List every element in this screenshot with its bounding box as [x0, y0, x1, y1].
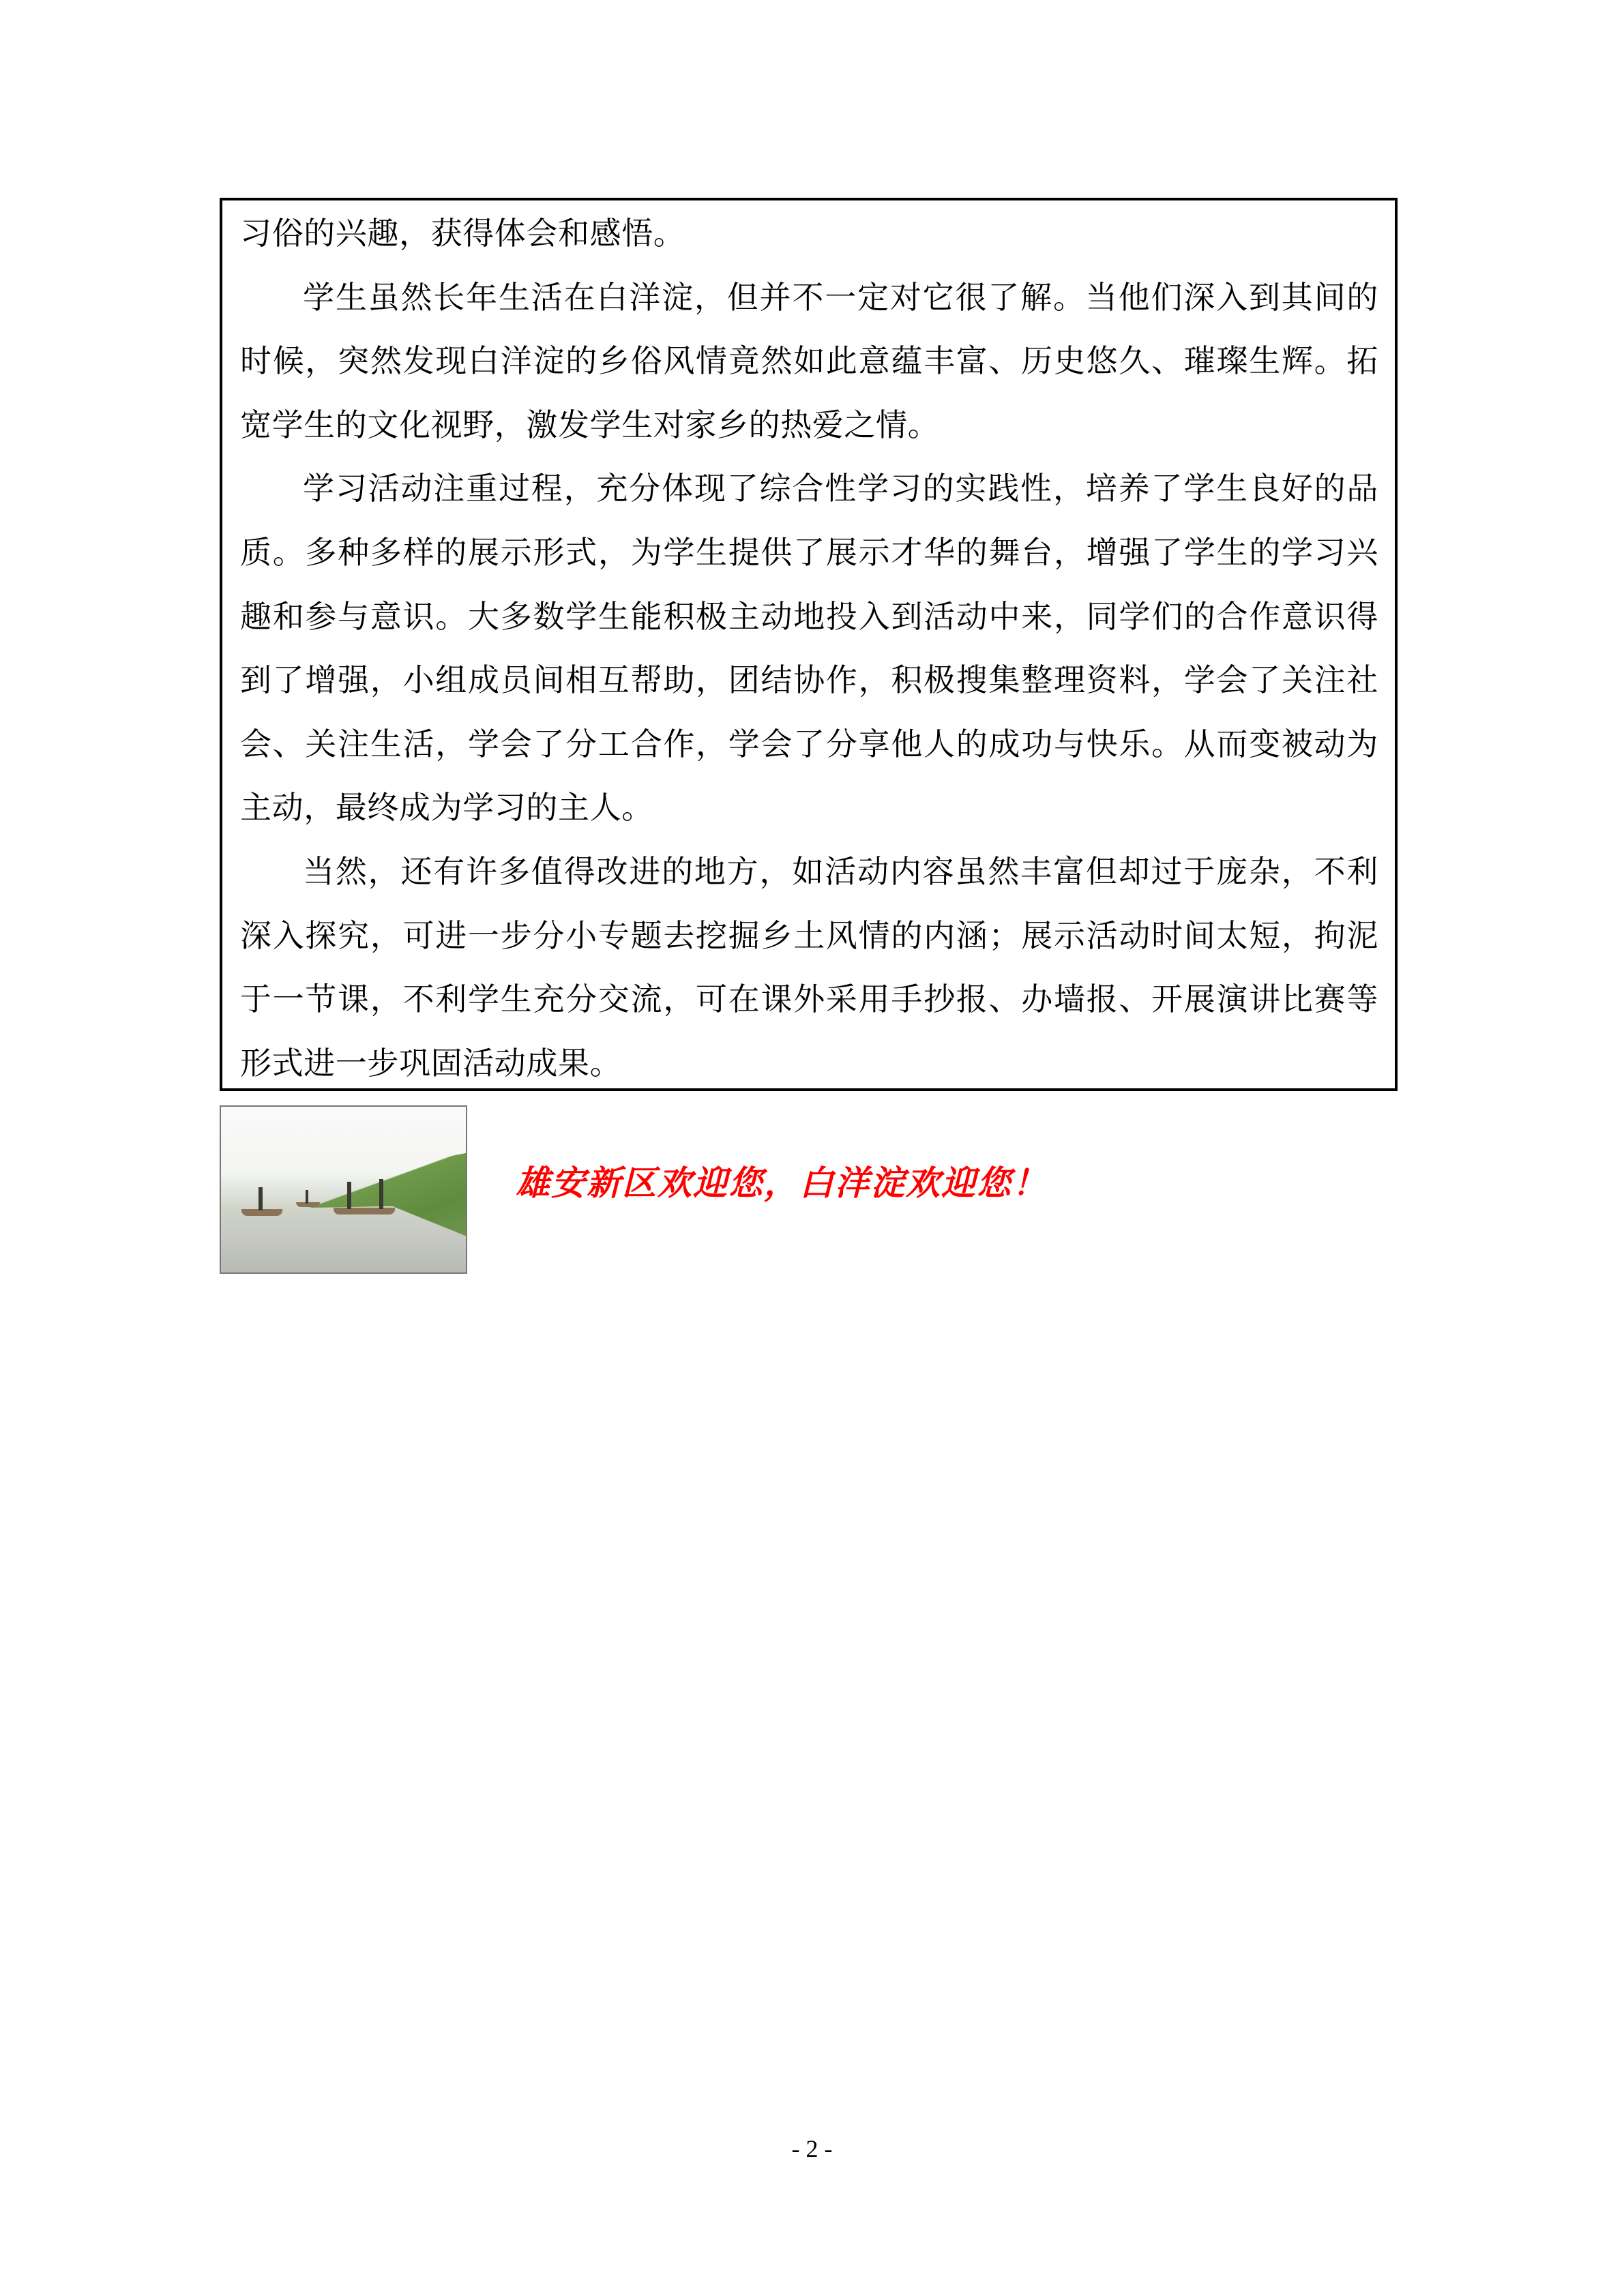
boatman: [379, 1179, 383, 1209]
paragraph-3: 学习活动注重过程，充分体现了综合性学习的实践性，培养了学生良好的品质。多种多样的展示形式，为学生提供了展示才华的舞台，增强了学生的学习兴趣和参与意识。大多数学生能积极主动地投入到活动中来，同学们的合作意识得到了增强，小组成员间相互帮助，团结协作，积极搜集整理资料，学会了关注社会、关注生活，学会了分工合作，学会了分享他人的成功与快乐。从而变被动为主动，最终成为学习的主人。: [240, 470, 1378, 826]
paragraph-2: 学生虽然长年生活在白洋淀，但并不一定对它很了解。当他们深入到其间的时候，突然发现白洋淀的乡俗风情竟然如此意蕴丰富、历史悠久、璀璨生辉。拓宽学生的文化视野，激发学生对家乡的热爱之情。: [240, 278, 1378, 443]
boat: [334, 1208, 395, 1214]
boatman: [347, 1182, 351, 1209]
boatman: [306, 1190, 308, 1204]
paragraph-4: 当然，还有许多值得改进的地方，如活动内容虽然丰富但却过于庞杂，不利深入探究，可进一步分小专题去挖掘乡土风情的内涵；展示活动时间太短，拘泥于一节课，不利学生充分交流，可在课外采用手抄报、办墙报、开展演讲比赛等形式进一步巩固活动成果。: [240, 852, 1378, 1082]
baiyangdian-boats-photo: [220, 1105, 467, 1274]
boatman: [259, 1187, 263, 1210]
page-number: - 2 -: [791, 2135, 833, 2162]
text-frame: [220, 198, 1398, 1091]
reeds: [221, 1107, 466, 1272]
welcome-slogan: 雄安新区欢迎您，白洋淀欢迎您！: [516, 1163, 1048, 1203]
paragraph-1: 习俗的兴趣，获得体会和感悟。: [240, 215, 685, 252]
